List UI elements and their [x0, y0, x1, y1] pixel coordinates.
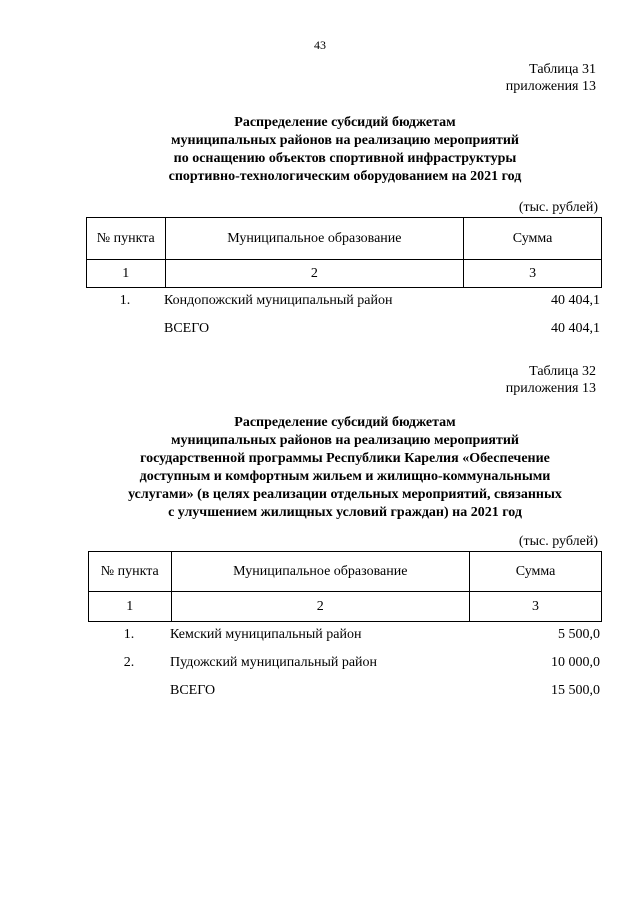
heading-line: спортивно-технологическим оборудованием на 2021 год: [168, 169, 522, 184]
table-row: [86, 292, 602, 310]
table-31-header: [86, 217, 602, 288]
heading-line: услугами» (в целях реализации отдельных мероприятий, связанных: [128, 487, 562, 502]
heading-line: муниципальных районов на реализацию мероприятий: [171, 133, 519, 148]
column-number-cell: 2: [165, 260, 464, 288]
heading-line: по оснащению объектов спортивной инфраструктуры: [173, 151, 517, 166]
table-32-label: [506, 363, 596, 397]
row-sum: 40 404,1: [551, 321, 600, 336]
unit-label: (тыс. рублей): [518, 200, 598, 215]
header-cell-municipality: Муниципальное образование: [165, 218, 464, 260]
row-sum: 40 404,1: [551, 293, 600, 308]
header-cell-municipality: Муниципальное образование: [171, 552, 470, 592]
table-label-line: Таблица 32: [529, 364, 596, 379]
row-number: 1.: [123, 627, 135, 642]
row-municipality: Кондопожский муниципальный район: [164, 293, 393, 308]
table-32-header: [88, 551, 602, 622]
row-sum: 5 500,0: [558, 627, 600, 642]
table-label-line: Таблица 31: [529, 62, 596, 77]
column-number-cell: 1: [87, 260, 166, 288]
table-row-total: [86, 320, 602, 338]
row-municipality: Кемский муниципальный район: [170, 627, 362, 642]
header-cell-sum: Сумма: [470, 552, 602, 592]
column-number-cell: 2: [171, 592, 470, 622]
header-cell-number: № пункта: [89, 552, 172, 592]
column-number-cell: 1: [89, 592, 172, 622]
table-31-heading: [40, 114, 640, 186]
table-row: [88, 626, 602, 644]
row-municipality: Пудожский муниципальный район: [170, 655, 378, 670]
heading-line: Распределение субсидий бюджетам: [234, 415, 456, 430]
table-row-total: [88, 682, 602, 700]
column-number-cell: 3: [464, 260, 602, 288]
table-label-line: приложения 13: [505, 381, 596, 396]
column-number-cell: 3: [470, 592, 602, 622]
heading-line: с улучшением жилищных условий граждан) на 2021 год: [168, 505, 522, 520]
heading-line: Распределение субсидий бюджетам: [234, 115, 456, 130]
row-municipality: ВСЕГО: [164, 321, 210, 336]
row-sum: 15 500,0: [551, 683, 600, 698]
row-number: 2.: [123, 655, 135, 670]
page-number: 43: [314, 38, 326, 52]
row-sum: 10 000,0: [551, 655, 600, 670]
heading-line: государственной программы Республики Карелия «Обеспечение: [140, 451, 550, 466]
heading-line: доступным и комфортным жильем и жилищно-коммунальными: [139, 469, 551, 484]
header-cell-number: № пункта: [87, 218, 166, 260]
table-31-label: [506, 61, 596, 95]
row-municipality: ВСЕГО: [170, 683, 216, 698]
table-32-heading: [40, 414, 640, 522]
table-row: [88, 654, 602, 672]
row-number: 1.: [119, 293, 131, 308]
table-label-line: приложения 13: [505, 79, 596, 94]
heading-line: муниципальных районов на реализацию мероприятий: [171, 433, 519, 448]
header-cell-sum: Сумма: [464, 218, 602, 260]
unit-label: (тыс. рублей): [518, 534, 598, 549]
